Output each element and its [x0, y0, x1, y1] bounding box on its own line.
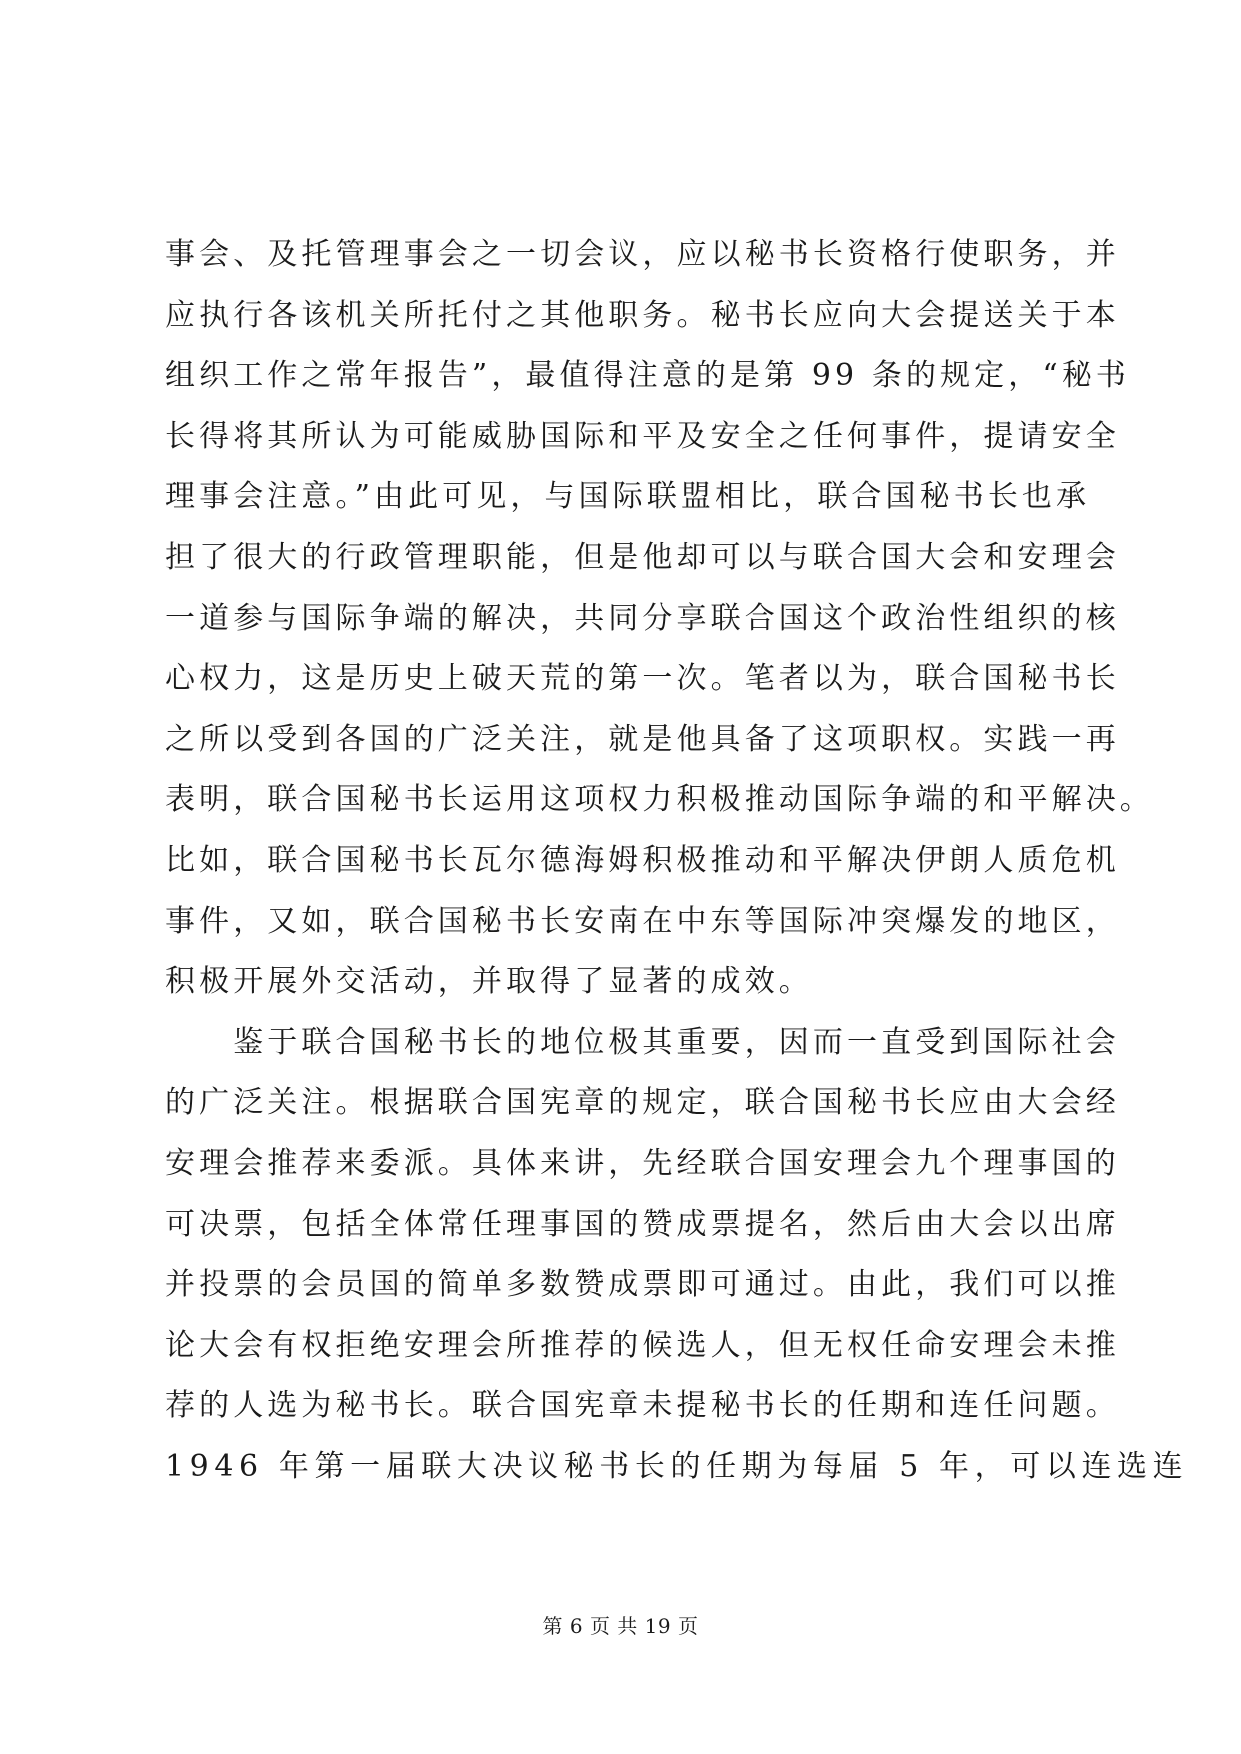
page-number-footer: 第 6 页 共 19 页	[542, 1614, 699, 1638]
text-line: 之所以受到各国的广泛关注，就是他具备了这项职权。实践一再	[165, 721, 1120, 757]
text-line: 心权力，这是历史上破天荒的第一次。笔者以为，联合国秘书长	[165, 661, 1120, 697]
text-line: 应执行各该机关所托付之其他职务。秘书长应向大会提送关于本	[165, 297, 1120, 333]
text-line: 安理会推荐来委派。具体来讲，先经联合国安理会九个理事国的	[165, 1145, 1120, 1181]
text-line: 比如，联合国秘书长瓦尔德海姆积极推动和平解决伊朗人质危机	[165, 842, 1120, 878]
text-line: 一道参与国际争端的解决，共同分享联合国这个政治性组织的核	[165, 600, 1120, 636]
text-line: 表明，联合国秘书长运用这项权力积极推动国际争端的和平解决。	[165, 782, 1154, 818]
text-line: 长得将其所认为可能威胁国际和平及安全之任何事件，提请安全	[165, 418, 1120, 454]
text-line: 担了很大的行政管理职能，但是他却可以与联合国大会和安理会	[165, 539, 1120, 575]
document-body	[165, 231, 1189, 1503]
text-line: 可决票，包括全体常任理事国的赞成票提名，然后由大会以出席	[165, 1206, 1120, 1242]
paragraph-start-line: 鉴于联合国秘书长的地位极其重要，因而一直受到国际社会	[165, 1024, 1120, 1060]
text-line: 积极开展外交活动，并取得了显著的成效。	[165, 964, 813, 1000]
text-line: 1946 年第一届联大决议秘书长的任期为每届 5 年，可以连选连	[165, 1448, 1189, 1484]
text-line: 事会、及托管理事会之一切会议，应以秘书长资格行使职务，并	[165, 237, 1120, 272]
text-line: 事件，又如，联合国秘书长安南在中东等国际冲突爆发的地区，	[165, 903, 1120, 939]
text-line: 论大会有权拒绝安理会所推荐的候选人，但无权任命安理会未推	[165, 1327, 1120, 1363]
text-line: 理事会注意。”由此可见，与国际联盟相比，联合国秘书长也承	[165, 479, 1091, 515]
text-line: 荐的人选为秘书长。联合国宪章未提秘书长的任期和连任问题。	[165, 1388, 1120, 1424]
text-line: 的广泛关注。根据联合国宪章的规定，联合国秘书长应由大会经	[165, 1085, 1120, 1121]
text-line: 并投票的会员国的简单多数赞成票即可通过。由此，我们可以推	[165, 1267, 1120, 1303]
text-line: 组织工作之常年报告”，最值得注意的是第 99 条的规定，“秘书	[165, 358, 1131, 394]
